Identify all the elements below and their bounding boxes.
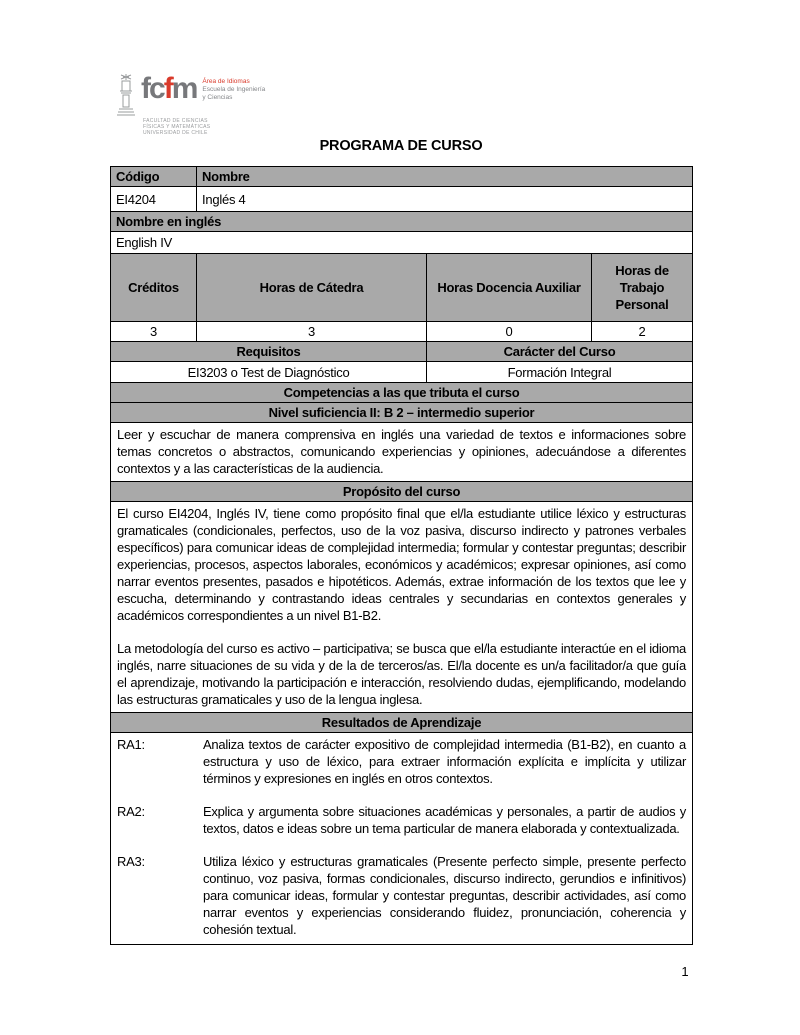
competencias-text-cell: Leer y escuchar de manera comprensiva en inglés una variedad de textos e informaciones sobre temas concretos o abstractos, comunicando experiencias y opiniones, adecuándose a diferentes contextos y a las características de la audiencia.: [111, 423, 693, 482]
codigo-value-cell: EI4204: [111, 187, 197, 212]
nombre-ingles-value-cell: English IV: [111, 232, 693, 254]
proposito-text-cell: [111, 502, 693, 713]
paragraph-gap: [117, 624, 686, 640]
nombre-header-cell: Nombre: [197, 167, 693, 187]
proposito-paragraph-2: La metodología del curso es activo – participativa; se busca que el/la estudiante interactúe en el idioma inglés, narre situaciones de su vida y de la de terceros/as. El/la docente es un/a facilitador/a que guía el aprendizaje, motivando la participación e interacción, resolviendo dudas, ejemplificando, modelando las estructuras gramaticales y uso de la lengua inglesa.: [117, 641, 687, 707]
horas-trabajo-header-cell: Horas de Trabajo Personal: [592, 254, 693, 322]
nivel-suficiencia-header-cell: Nivel suficiencia II: B 2 – intermedio superior: [111, 403, 693, 423]
creditos-value-cell: 3: [111, 322, 197, 342]
resultado-item-ra2: [117, 803, 686, 837]
nombre-value-cell: Inglés 4: [197, 187, 693, 212]
fcfm-logo: [115, 72, 265, 136]
logo-sublines: [143, 118, 265, 136]
requisitos-header-cell: Requisitos: [111, 342, 427, 362]
resultado-item-ra1: [117, 736, 686, 787]
ra1-label: RA1:: [117, 737, 145, 752]
codigo-header-cell: Código: [111, 167, 197, 187]
requisitos-value-cell: EI3203 o Test de Diagnóstico: [111, 362, 427, 383]
university-emblem-icon: [115, 72, 137, 116]
resultados-header-cell: Resultados de Aprendizaje: [111, 713, 693, 733]
resultado-item-ra3: [117, 853, 686, 938]
nombre-ingles-header-cell: Nombre en inglés: [111, 212, 693, 232]
horas-docencia-header-cell: Horas Docencia Auxiliar: [427, 254, 592, 322]
logo-subline-1: FACULTAD DE CIENCIAS: [143, 118, 208, 124]
horas-catedra-header-cell: Horas de Cátedra: [197, 254, 427, 322]
caracter-value-cell: Formación Integral: [427, 362, 693, 383]
logo-subline-2: FÍSICAS Y MATEMÁTICAS: [143, 124, 211, 130]
ra2-text: Explica y argumenta sobre situaciones académicas y personales, a partir de audios y textos, datos e ideas sobre un tema particular de manera elaborada y contextualizada.: [203, 804, 687, 836]
ra2-label: RA2:: [117, 804, 145, 819]
ra3-text: Utiliza léxico y estructuras gramaticales (Presente perfecto simple, presente perfecto continuo, voz pasiva, formas condicionales, discurso indirecto, gerundios e infinitivos) para comunicar ideas, formular y contestar preguntas, describir actividades, así como narrar eventos y experiencias considerando fluidez, pronunciación, coherencia y cohesión textual.: [203, 854, 687, 937]
fcfm-wordmark-m: m: [171, 72, 197, 105]
proposito-header-cell: Propósito del curso: [111, 482, 693, 502]
logo-taglines: [202, 72, 265, 102]
resultados-cell: [111, 733, 693, 945]
competencias-header-cell: Competencias a las que tributa el curso: [111, 383, 693, 403]
fcfm-wordmark-red-f: f: [163, 72, 172, 105]
page-number: 1: [681, 964, 689, 979]
logo-tagline-area: Área de Idiomas: [202, 78, 250, 85]
proposito-paragraph-1: El curso EI4204, Inglés IV, tiene como propósito final que el/la estudiante utilice léxico y estructuras gramaticales (condicionales, perfectos, uso de la voz pasiva, discurso indirecto y patrones verbales específicos) para comunicar ideas de complejidad intermedia; formular y contestar preguntas; describir experiencias, procesos, aspectos laborales, económicos y académicos; expresar opiniones, así como narrar eventos presentes, pasados e hipotéticos. Además, extrae información de los textos que lee y escucha, determinando y contrastando ideas centrales y secundarias en contextos generales y académicos correspondientes a un nivel B1-B2.: [117, 506, 687, 623]
caracter-header-cell: Carácter del Curso: [427, 342, 693, 362]
course-program-table: [110, 166, 693, 945]
fcfm-wordmark: [141, 72, 196, 106]
horas-trabajo-value-cell: 2: [592, 322, 693, 342]
logo-subline-3: UNIVERSIDAD DE CHILE: [143, 130, 208, 136]
creditos-header-cell: Créditos: [111, 254, 197, 322]
horas-docencia-value-cell: 0: [427, 322, 592, 342]
logo-tagline-escuela: Escuela de Ingeniería: [202, 86, 266, 93]
logo-tagline-ciencias: y Ciencias: [202, 94, 233, 101]
fcfm-wordmark-fc: fc: [141, 72, 164, 105]
page-title: PROGRAMA DE CURSO: [319, 138, 483, 154]
ra1-text: Analiza textos de carácter expositivo de complejidad intermedia (B1-B2), en cuanto a estructura y uso de léxico, para extraer información explícita e implícita y utilizar términos y expresiones en inglés en otros contextos.: [203, 737, 687, 786]
horas-catedra-value-cell: 3: [197, 322, 427, 342]
ra3-label: RA3:: [117, 854, 145, 869]
